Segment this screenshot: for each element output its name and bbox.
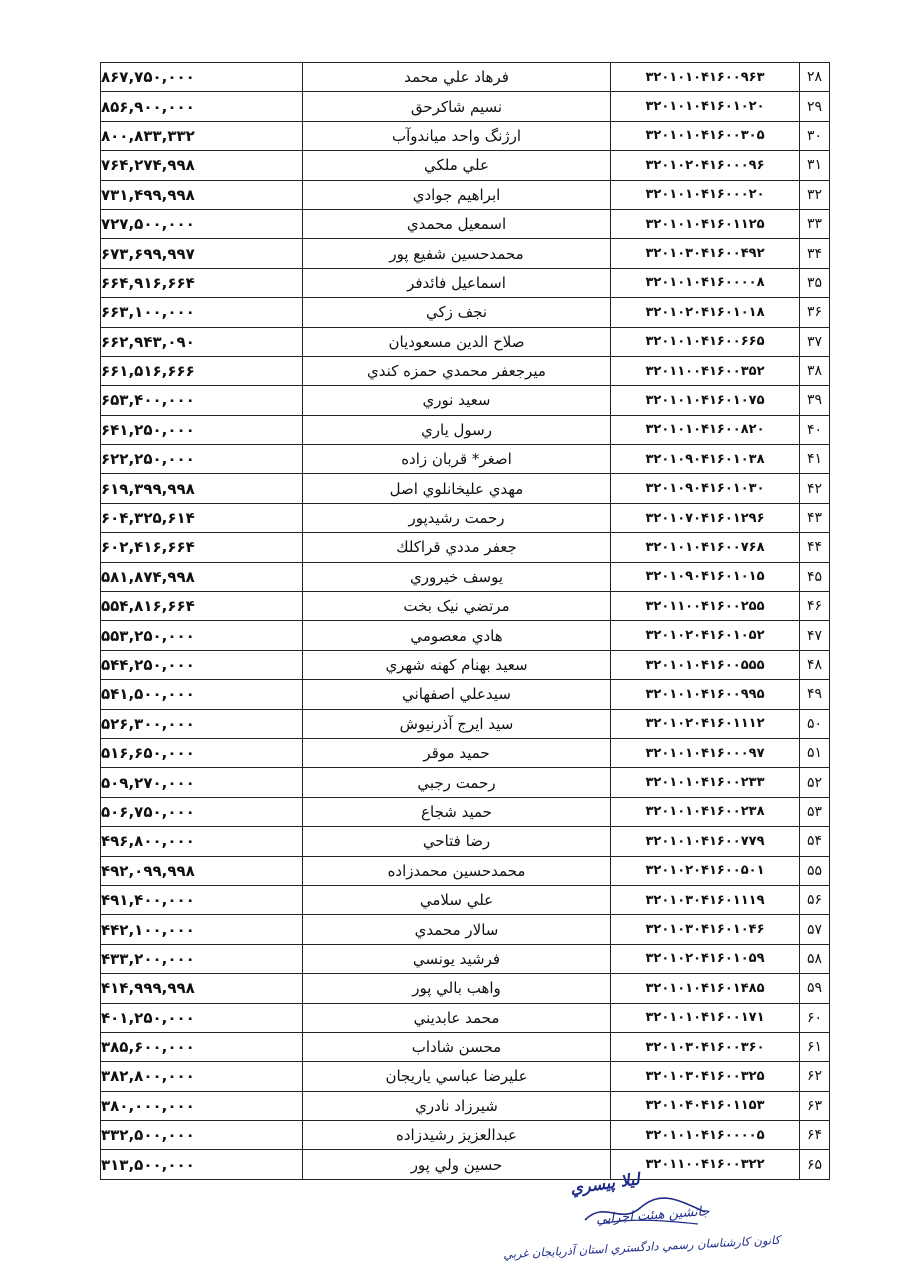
table-row <box>101 1121 830 1150</box>
national-id-cell: ۳۲۰۱۰۱۰۴۱۶۰۰۰۰۵ <box>611 1121 800 1150</box>
name-cell: صلاح الدين مسعوديان <box>303 327 611 356</box>
row-number-cell: ۳۲ <box>800 180 830 209</box>
table-row <box>101 680 830 709</box>
table-row <box>101 592 830 621</box>
table-row <box>101 209 830 238</box>
national-id-cell: ۳۲۰۱۰۲۰۴۱۶۰۰۰۹۶ <box>611 151 800 180</box>
table-row <box>101 1062 830 1091</box>
national-id-cell: ۳۲۰۱۰۱۰۴۱۶۰۰۷۷۹ <box>611 827 800 856</box>
table-row <box>101 1032 830 1061</box>
amount-cell: ۶۰۴,۳۲۵,۶۱۴ <box>101 503 303 532</box>
table-row <box>101 445 830 474</box>
name-cell: حميد شجاع <box>303 797 611 826</box>
row-number-cell: ۳۷ <box>800 327 830 356</box>
amount-cell: ۶۶۳,۱۰۰,۰۰۰ <box>101 298 303 327</box>
name-cell: محمد عابديني <box>303 1003 611 1032</box>
national-id-cell: ۳۲۰۱۰۳۰۴۱۶۰۱۱۱۹ <box>611 885 800 914</box>
amount-cell: ۳۸۰,۰۰۰,۰۰۰ <box>101 1091 303 1120</box>
name-cell: حميد موقر <box>303 738 611 767</box>
amount-cell: ۳۸۲,۸۰۰,۰۰۰ <box>101 1062 303 1091</box>
table-row <box>101 827 830 856</box>
amount-cell: ۶۴۱,۲۵۰,۰۰۰ <box>101 415 303 444</box>
national-id-cell: ۳۲۰۱۰۱۰۴۱۶۰۰۲۳۸ <box>611 797 800 826</box>
row-number-cell: ۴۹ <box>800 680 830 709</box>
national-id-cell: ۳۲۰۱۰۷۰۴۱۶۰۱۲۹۶ <box>611 503 800 532</box>
row-number-cell: ۶۲ <box>800 1062 830 1091</box>
national-id-cell: ۳۲۰۱۰۱۰۴۱۶۰۱۴۸۵ <box>611 974 800 1003</box>
amount-cell: ۸۰۰,۸۳۳,۳۳۲ <box>101 121 303 150</box>
amount-cell: ۵۱۶,۶۵۰,۰۰۰ <box>101 738 303 767</box>
payment-table <box>100 62 830 1180</box>
amount-cell: ۵۸۱,۸۷۴,۹۹۸ <box>101 562 303 591</box>
national-id-cell: ۳۲۰۱۰۳۰۴۱۶۰۰۳۶۰ <box>611 1032 800 1061</box>
name-cell: جعفر مددي قراكلك <box>303 533 611 562</box>
name-cell: اصغر* قربان زاده <box>303 445 611 474</box>
row-number-cell: ۳۸ <box>800 356 830 385</box>
table-row <box>101 650 830 679</box>
name-cell: سعيد بهنام كهنه شهري <box>303 650 611 679</box>
national-id-cell: ۳۲۰۱۰۱۰۴۱۶۰۰۵۵۵ <box>611 650 800 679</box>
amount-cell: ۶۵۳,۴۰۰,۰۰۰ <box>101 386 303 415</box>
amount-cell: ۳۳۲,۵۰۰,۰۰۰ <box>101 1121 303 1150</box>
name-cell: مهدي عليخانلوي اصل <box>303 474 611 503</box>
name-cell: ابراهيم جوادي <box>303 180 611 209</box>
amount-cell: ۵۵۳,۲۵۰,۰۰۰ <box>101 621 303 650</box>
row-number-cell: ۴۲ <box>800 474 830 503</box>
name-cell: عليرضا عباسي ياريجان <box>303 1062 611 1091</box>
national-id-cell: ۳۲۰۱۰۱۰۴۱۶۰۰۳۰۵ <box>611 121 800 150</box>
table-row <box>101 562 830 591</box>
national-id-cell: ۳۲۰۱۰۲۰۴۱۶۰۱۰۵۲ <box>611 621 800 650</box>
national-id-cell: ۳۲۰۱۰۹۰۴۱۶۰۱۰۳۰ <box>611 474 800 503</box>
amount-cell: ۶۷۳,۶۹۹,۹۹۷ <box>101 239 303 268</box>
row-number-cell: ۳۴ <box>800 239 830 268</box>
table-row <box>101 797 830 826</box>
amount-cell: ۴۹۱,۴۰۰,۰۰۰ <box>101 885 303 914</box>
amount-cell: ۷۶۴,۲۷۴,۹۹۸ <box>101 151 303 180</box>
table-row <box>101 180 830 209</box>
row-number-cell: ۶۵ <box>800 1150 830 1179</box>
table-row <box>101 1003 830 1032</box>
national-id-cell: ۳۲۰۱۰۹۰۴۱۶۰۱۰۱۵ <box>611 562 800 591</box>
amount-cell: ۷۲۷,۵۰۰,۰۰۰ <box>101 209 303 238</box>
name-cell: نسيم شاكرحق <box>303 92 611 121</box>
name-cell: سيد ايرج آذرنيوش <box>303 709 611 738</box>
national-id-cell: ۳۲۰۱۰۱۰۴۱۶۰۰۰۰۸ <box>611 268 800 297</box>
row-number-cell: ۵۰ <box>800 709 830 738</box>
name-cell: شيرزاد نادري <box>303 1091 611 1120</box>
row-number-cell: ۵۵ <box>800 856 830 885</box>
name-cell: يوسف خيروري <box>303 562 611 591</box>
amount-cell: ۶۶۲,۹۴۳,۰۹۰ <box>101 327 303 356</box>
amount-cell: ۵۵۴,۸۱۶,۶۶۴ <box>101 592 303 621</box>
row-number-cell: ۶۱ <box>800 1032 830 1061</box>
national-id-cell: ۳۲۰۱۰۳۰۴۱۶۰۰۳۲۵ <box>611 1062 800 1091</box>
row-number-cell: ۵۶ <box>800 885 830 914</box>
amount-cell: ۴۴۲,۱۰۰,۰۰۰ <box>101 915 303 944</box>
row-number-cell: ۵۹ <box>800 974 830 1003</box>
name-cell: سالار محمدي <box>303 915 611 944</box>
row-number-cell: ۲۸ <box>800 63 830 92</box>
amount-cell: ۶۶۴,۹۱۶,۶۶۴ <box>101 268 303 297</box>
table-body <box>101 63 830 1180</box>
national-id-cell: ۳۲۰۱۰۳۰۴۱۶۰۱۰۴۶ <box>611 915 800 944</box>
national-id-cell: ۳۲۰۱۰۱۰۴۱۶۰۱۰۷۵ <box>611 386 800 415</box>
row-number-cell: ۴۸ <box>800 650 830 679</box>
table-row <box>101 386 830 415</box>
row-number-cell: ۴۴ <box>800 533 830 562</box>
table-row <box>101 239 830 268</box>
amount-cell: ۶۱۹,۳۹۹,۹۹۸ <box>101 474 303 503</box>
national-id-cell: ۳۲۰۱۰۴۰۴۱۶۰۱۱۵۳ <box>611 1091 800 1120</box>
national-id-cell: ۳۲۰۱۰۱۰۴۱۶۰۰۲۳۳ <box>611 768 800 797</box>
row-number-cell: ۶۰ <box>800 1003 830 1032</box>
amount-cell: ۴۳۳,۲۰۰,۰۰۰ <box>101 944 303 973</box>
amount-cell: ۴۱۴,۹۹۹,۹۹۸ <box>101 974 303 1003</box>
organization-name: كانون كارشناسان رسمي دادگستري استان آذربايجان غربي <box>502 1232 781 1262</box>
row-number-cell: ۴۵ <box>800 562 830 591</box>
amount-cell: ۶۲۲,۲۵۰,۰۰۰ <box>101 445 303 474</box>
amount-cell: ۶۰۲,۴۱۶,۶۶۴ <box>101 533 303 562</box>
row-number-cell: ۵۳ <box>800 797 830 826</box>
national-id-cell: ۳۲۰۱۰۲۰۴۱۶۰۱۰۵۹ <box>611 944 800 973</box>
table-row <box>101 1091 830 1120</box>
row-number-cell: ۴۱ <box>800 445 830 474</box>
row-number-cell: ۵۲ <box>800 768 830 797</box>
national-id-cell: ۳۲۰۱۰۱۰۴۱۶۰۰۱۷۱ <box>611 1003 800 1032</box>
name-cell: ميرجعفر محمدي حمزه كندي <box>303 356 611 385</box>
row-number-cell: ۳۵ <box>800 268 830 297</box>
amount-cell: ۴۰۱,۲۵۰,۰۰۰ <box>101 1003 303 1032</box>
table-row <box>101 503 830 532</box>
row-number-cell: ۵۷ <box>800 915 830 944</box>
name-cell: هادي معصومي <box>303 621 611 650</box>
table-row <box>101 709 830 738</box>
name-cell: رسول ياري <box>303 415 611 444</box>
national-id-cell: ۳۲۰۱۰۱۰۴۱۶۰۰۶۶۵ <box>611 327 800 356</box>
amount-cell: ۷۳۱,۴۹۹,۹۹۸ <box>101 180 303 209</box>
table-row <box>101 768 830 797</box>
name-cell: رحمت رجبي <box>303 768 611 797</box>
table-row <box>101 856 830 885</box>
table-row <box>101 121 830 150</box>
name-cell: محمدحسين محمدزاده <box>303 856 611 885</box>
row-number-cell: ۳۶ <box>800 298 830 327</box>
row-number-cell: ۶۳ <box>800 1091 830 1120</box>
name-cell: ارژنگ واحد مياندوآب <box>303 121 611 150</box>
amount-cell: ۳۸۵,۶۰۰,۰۰۰ <box>101 1032 303 1061</box>
national-id-cell: ۳۲۰۱۰۱۰۴۱۶۰۰۹۹۵ <box>611 680 800 709</box>
table-row <box>101 268 830 297</box>
national-id-cell: ۳۲۰۱۱۰۰۴۱۶۰۰۳۲۲ <box>611 1150 800 1179</box>
row-number-cell: ۴۰ <box>800 415 830 444</box>
row-number-cell: ۲۹ <box>800 92 830 121</box>
name-cell: فرهاد علي محمد <box>303 63 611 92</box>
national-id-cell: ۳۲۰۱۰۱۰۴۱۶۰۰۹۶۳ <box>611 63 800 92</box>
name-cell: اسماعيل فائدفر <box>303 268 611 297</box>
national-id-cell: ۳۲۰۱۰۱۰۴۱۶۰۰۰۲۰ <box>611 180 800 209</box>
table-row <box>101 944 830 973</box>
national-id-cell: ۳۲۰۱۱۰۰۴۱۶۰۰۲۵۵ <box>611 592 800 621</box>
row-number-cell: ۳۱ <box>800 151 830 180</box>
signature-block <box>502 1169 781 1272</box>
table-row <box>101 474 830 503</box>
row-number-cell: ۵۴ <box>800 827 830 856</box>
national-id-cell: ۳۲۰۱۰۱۰۴۱۶۰۱۰۲۰ <box>611 92 800 121</box>
amount-cell: ۴۹۶,۸۰۰,۰۰۰ <box>101 827 303 856</box>
national-id-cell: ۳۲۰۱۰۱۰۴۱۶۰۰۰۹۷ <box>611 738 800 767</box>
row-number-cell: ۵۱ <box>800 738 830 767</box>
table-row <box>101 63 830 92</box>
national-id-cell: ۳۲۰۱۰۲۰۴۱۶۰۱۰۱۸ <box>611 298 800 327</box>
table-row <box>101 298 830 327</box>
national-id-cell: ۳۲۰۱۰۲۰۴۱۶۰۱۱۱۲ <box>611 709 800 738</box>
name-cell: علي سلامي <box>303 885 611 914</box>
name-cell: رحمت رشيدپور <box>303 503 611 532</box>
name-cell: اسمعيل محمدي <box>303 209 611 238</box>
name-cell: سيدعلي اصفهاني <box>303 680 611 709</box>
name-cell: رضا فتاحي <box>303 827 611 856</box>
row-number-cell: ۴۶ <box>800 592 830 621</box>
amount-cell: ۵۴۱,۵۰۰,۰۰۰ <box>101 680 303 709</box>
row-number-cell: ۳۳ <box>800 209 830 238</box>
name-cell: علي ملكي <box>303 151 611 180</box>
signature-title: جانشين هيئت اجرايي <box>595 1204 711 1227</box>
amount-cell: ۸۶۷,۷۵۰,۰۰۰ <box>101 63 303 92</box>
national-id-cell: ۳۲۰۱۰۲۰۴۱۶۰۰۵۰۱ <box>611 856 800 885</box>
table-row <box>101 415 830 444</box>
row-number-cell: ۴۷ <box>800 621 830 650</box>
national-id-cell: ۳۲۰۱۰۳۰۴۱۶۰۰۴۹۲ <box>611 239 800 268</box>
table-row <box>101 915 830 944</box>
national-id-cell: ۳۲۰۱۰۱۰۴۱۶۰۰۷۶۸ <box>611 533 800 562</box>
amount-cell: ۵۴۴,۲۵۰,۰۰۰ <box>101 650 303 679</box>
row-number-cell: ۴۳ <box>800 503 830 532</box>
name-cell: حسين ولي پور <box>303 1150 611 1179</box>
table-row <box>101 885 830 914</box>
name-cell: نجف زكي <box>303 298 611 327</box>
table-row <box>101 92 830 121</box>
amount-cell: ۵۰۶,۷۵۰,۰۰۰ <box>101 797 303 826</box>
row-number-cell: ۳۰ <box>800 121 830 150</box>
amount-cell: ۳۱۳,۵۰۰,۰۰۰ <box>101 1150 303 1179</box>
national-id-cell: ۳۲۰۱۰۱۰۴۱۶۰۱۱۲۵ <box>611 209 800 238</box>
table-row <box>101 151 830 180</box>
table-row <box>101 533 830 562</box>
national-id-cell: ۳۲۰۱۰۱۰۴۱۶۰۰۸۲۰ <box>611 415 800 444</box>
table-row <box>101 356 830 385</box>
amount-cell: ۵۰۹,۲۷۰,۰۰۰ <box>101 768 303 797</box>
table-row <box>101 327 830 356</box>
name-cell: عبدالعزيز رشيدزاده <box>303 1121 611 1150</box>
amount-cell: ۴۹۲,۰۹۹,۹۹۸ <box>101 856 303 885</box>
name-cell: واهب بالي پور <box>303 974 611 1003</box>
row-number-cell: ۳۹ <box>800 386 830 415</box>
row-number-cell: ۵۸ <box>800 944 830 973</box>
name-cell: محسن شاداب <box>303 1032 611 1061</box>
amount-cell: ۸۵۶,۹۰۰,۰۰۰ <box>101 92 303 121</box>
row-number-cell: ۶۴ <box>800 1121 830 1150</box>
name-cell: محمدحسين شفيع پور <box>303 239 611 268</box>
name-cell: فرشيد يونسي <box>303 944 611 973</box>
table-row <box>101 974 830 1003</box>
national-id-cell: ۳۲۰۱۱۰۰۴۱۶۰۰۳۵۲ <box>611 356 800 385</box>
national-id-cell: ۳۲۰۱۰۹۰۴۱۶۰۱۰۳۸ <box>611 445 800 474</box>
table-row <box>101 738 830 767</box>
name-cell: سعيد نوري <box>303 386 611 415</box>
amount-cell: ۶۶۱,۵۱۶,۶۶۶ <box>101 356 303 385</box>
name-cell: مرتضي نيک بخت <box>303 592 611 621</box>
amount-cell: ۵۲۶,۳۰۰,۰۰۰ <box>101 709 303 738</box>
table-row <box>101 621 830 650</box>
signature-name: ليلا پيسري <box>569 1169 641 1198</box>
